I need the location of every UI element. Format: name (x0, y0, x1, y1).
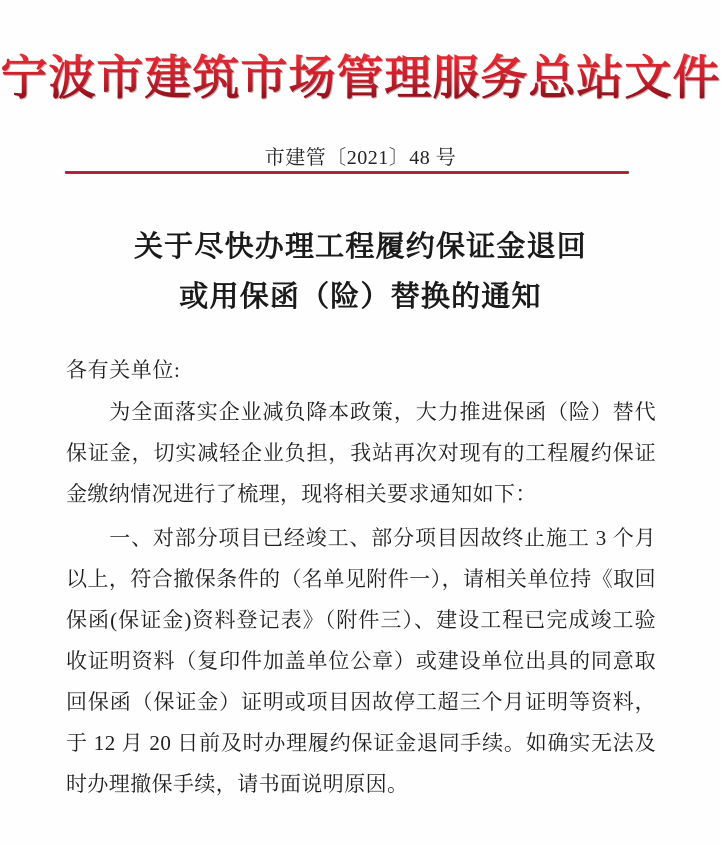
masthead (0, 52, 721, 107)
page-title (0, 222, 721, 322)
body-paragraph-2: 一、对部分项目已经竣工、部分项目因故终止施工 3 个月以上，符合撤保条件的（名单见附件一），请相关单位持《取回保函(保证金)资料登记表》（附件三）、建设工程已完成竣工验收证明资料（复印件加盖单位公章）或建设单位出具的同意取回保函（保证金）证明或项目因故停工超三个月证明等资料，于 12 月 20 日前及时办理履约保证金退同手续。如确实无法及时办理撤保手续，请书面说明原因。 (66, 526, 656, 796)
body-paragraph-1: 为全面落实企业减负降本政策，大力推进保函（险）替代保证金，切实减轻企业负担，我站再次对现有的工程履约保证金缴纳情况进行了梳理，现将相关要求通知如下： (66, 400, 656, 506)
red-divider-rule (65, 171, 629, 174)
document-number (0, 141, 721, 170)
page-title-line-2: 或用保函（险）替换的通知 (179, 281, 542, 313)
salutation: 各有关单位: (66, 358, 181, 382)
document-number-text: 市建管〔2021〕48 号 (264, 147, 457, 169)
document-body (66, 350, 656, 805)
masthead-title: 宁波市建筑市场管理服务总站文件 (1, 52, 721, 107)
page-title-line-1: 关于尽快办理工程履约保证金退回 (133, 231, 587, 263)
